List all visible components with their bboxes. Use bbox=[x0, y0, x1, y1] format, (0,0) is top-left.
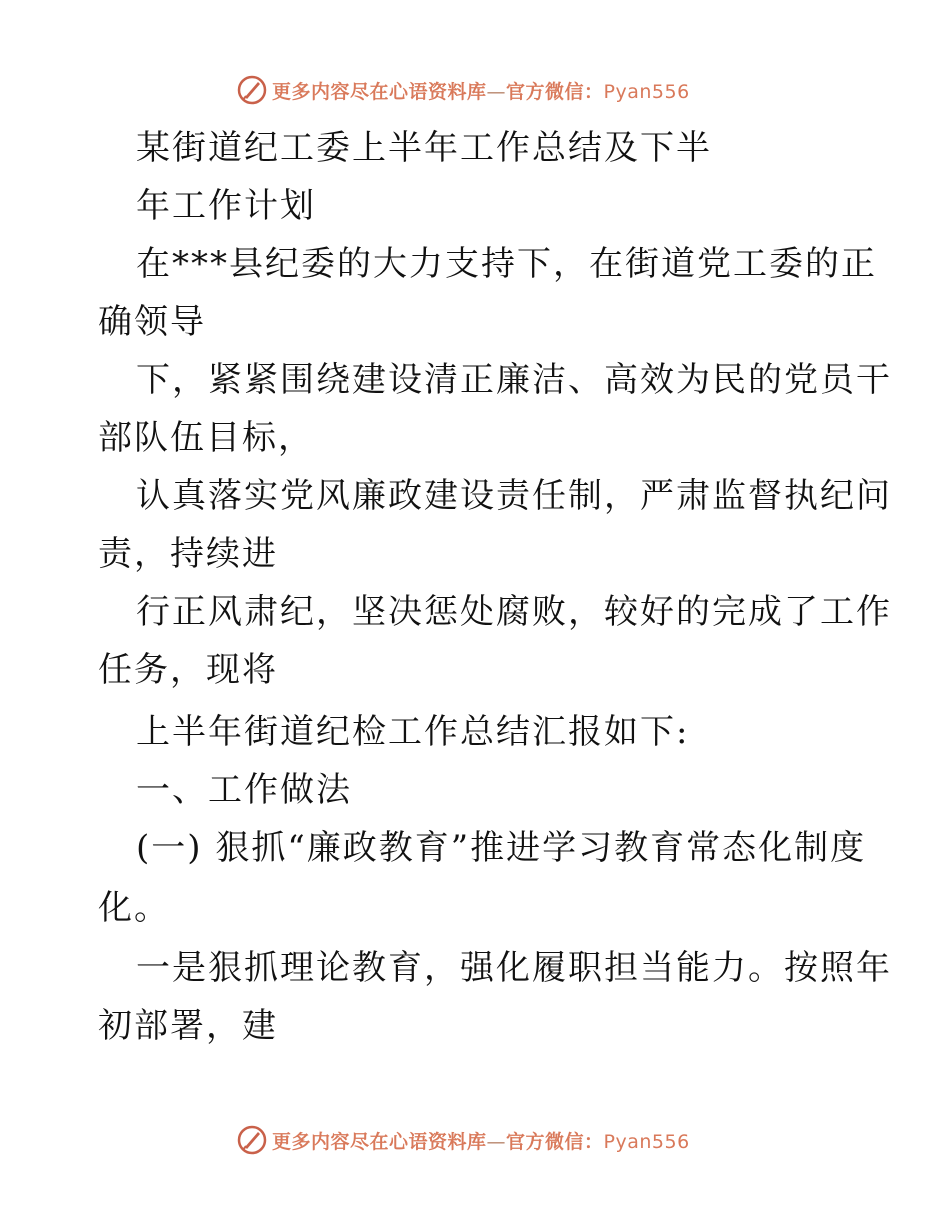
watermark-header bbox=[236, 72, 690, 108]
quill-seal-icon bbox=[236, 1124, 268, 1156]
watermark-contact-label: 官方微信： bbox=[506, 80, 604, 103]
paragraph-line: 在***县纪委的大力支持下，在街道党工委的正 bbox=[136, 244, 877, 284]
paragraph-line: 部队伍目标， bbox=[98, 418, 314, 458]
subsection-heading-cont: 化。 bbox=[98, 888, 170, 928]
watermark-footer bbox=[236, 1122, 690, 1158]
paragraph-line: 认真落实党风廉政建设责任制，严肃监督执纪问 bbox=[136, 476, 892, 516]
paragraph-line: 一是狠抓理论教育，强化履职担当能力。按照年 bbox=[136, 948, 892, 988]
watermark-separator: — bbox=[486, 80, 507, 103]
subsection-heading: (一) 狠抓“廉政教育”推进学习教育常态化制度 bbox=[136, 828, 867, 868]
paragraph-line: 任务，现将 bbox=[98, 650, 278, 690]
watermark-contact-id: Pyan556 bbox=[603, 1130, 690, 1153]
paragraph-line: 下，紧紧围绕建设清正廉洁、高效为民的党员干 bbox=[136, 360, 892, 400]
watermark-brand: 更多内容尽在心语资料库 bbox=[272, 1130, 487, 1153]
paragraph-line: 上半年街道纪检工作总结汇报如下: bbox=[136, 712, 690, 752]
watermark-contact-id: Pyan556 bbox=[603, 80, 690, 103]
watermark-separator: — bbox=[486, 1130, 507, 1153]
section-heading: 一、工作做法 bbox=[136, 770, 352, 810]
doc-title-line-2: 年工作计划 bbox=[136, 186, 316, 226]
doc-title-line-1: 某街道纪工委上半年工作总结及下半 bbox=[136, 128, 712, 168]
watermark-brand: 更多内容尽在心语资料库 bbox=[272, 80, 487, 103]
watermark-contact-label: 官方微信： bbox=[506, 1130, 604, 1153]
paragraph-line: 确领导 bbox=[98, 302, 206, 342]
quill-seal-icon bbox=[236, 74, 268, 106]
paragraph-line: 行正风肃纪，坚决惩处腐败，较好的完成了工作 bbox=[136, 592, 892, 632]
paragraph-line: 初部署，建 bbox=[98, 1006, 278, 1046]
paragraph-line: 责，持续进 bbox=[98, 534, 278, 574]
